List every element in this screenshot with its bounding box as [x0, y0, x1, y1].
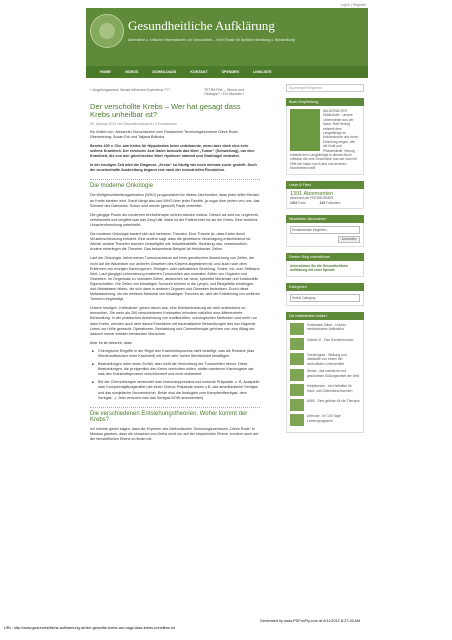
list-item[interactable]: Arthrose - Ihr 100 Tage Lebensprogramm	[290, 414, 360, 426]
email-field[interactable]: Emailadresse eingeben:	[290, 226, 360, 234]
thumbnail	[290, 353, 304, 365]
nav-spenden[interactable]: SPENDEN	[221, 70, 240, 74]
article	[90, 103, 260, 442]
followers-label[interactable]: Followers	[326, 200, 341, 205]
category-widget	[286, 291, 364, 306]
list-item: ■ Bei der Chemotherapie verwendet man Immunsuppressiva und toxische Präparate, z. B. Azaspirite oder Komplexnigiftungsmittel (die einen Chemo-Präparate waren z.B. das amerikanische Senfgas und das sowjetische Novoembichin. Beide sind die Analogien zum Kampfstoffsenfgas, dem Senfgas...). Jetzt versucht man das Senfgas BOW anzuwenden)	[90, 380, 260, 400]
donate-widget[interactable]: Unterstützen Sie die Gesundheitliche Aufklärung mit einer Spende	[286, 261, 364, 277]
book-cover[interactable]	[290, 109, 320, 151]
fans-widget	[286, 189, 364, 209]
thumbnail	[290, 414, 304, 426]
subscriber-count[interactable]: 1391 Abonnenten	[290, 190, 334, 197]
subscriber-sub: abonniert per FEEDBURNER	[290, 196, 334, 201]
list-item: ■ Chirurgische Eingriffe in der Regel den Krankheitsprozess nicht beseitigt, was die Rezidive (das Wiederaufbrechen einer Krankheit) mit einer sehr hohen Sterblichkeit bestätigen.	[90, 349, 260, 359]
book-widget	[286, 106, 364, 175]
newsletter-widget	[286, 223, 364, 247]
thumbnail	[290, 323, 304, 335]
site-subtitle: Alternative u. kritische Informationen zur Gesundheit. – Kein Ersatz für ärztliche Beratung u. Behandlung!	[128, 38, 296, 42]
widget-title: Newsletter abonnieren	[286, 215, 364, 223]
pdf-generated-note: Generated by www.PDFonFly.com at 6/11/2012 8:27:26 AM	[260, 619, 361, 623]
article-paragraph: Unsere heutigen „Krebsärzte“ gehen davon aus, eine Krebserkrankung als nicht ansteckend zu betrachten. Sie mehr als 200 verschiedenen Krebsarten erfordern natürlich eine differenzierte Behandlung. In der praktischen Anwendung von traditionellen, onkologischen Methoden wird mehr nur dann Krebs, wenden auch dem darauf Entwicklen mit traumatischen Behandlungen des nun folgende Leben zur Hölle gemacht: Operationen, Bestrahlung und Chemotherapie gehören nun zum Alltag der dadurch immer kränker werdenden Menschen.	[90, 306, 257, 336]
category-select[interactable]: Select Category	[290, 294, 360, 302]
list-item: ■ Bestrahlungen rufen einen Zerfall, aber nicht die Vernichtung der Tumorzellen hervor. Diese Bestrahlungen, die ja eigentlich den Krebs vernichten sollen, stellen wiederum Karzinogene dar, was den Krankheitsprozess verschlimmert und nicht verbessert.	[90, 362, 260, 377]
article-meta: 30. January 2012 von Gesundheitsexpert | 4 Kommentare	[90, 121, 178, 126]
article-paragraph: Die gängige Praxis der modernen Krebstherapie scheint absolut nutzlos. Dieses wa wird nur ungerecht, verstümmelt und vergiftet was das Zeug hält. Meist ist der Patient eher tot als der Krebs. Eine wirkliche Ursachenforschung unterbleibt.	[90, 212, 259, 227]
article-paragraph: Ich möchte gleich sagen, dass die Experten des Methodischen Technologiezentrums „Dieve Rode“ in Moskau glauben, dass die Ursachen von Krebs nicht nur auf der körperlichen Ebene, sondern auch auf der feinstofflichen Ebene zu finden ist.	[90, 426, 259, 441]
prev-post-link[interactable]: « Angeborgasmus: Neues Influenza Supervirus ???	[90, 88, 170, 92]
nav-videos[interactable]: VIDEOS	[124, 70, 139, 74]
article-paragraph: Die Weltgesundheitsorganisation (WHO) prognostiziert für dieses Jahrhundert, dass jeder dritte Mensch an Krebs sterben wird. Somit hängt also laut WHO über jeder Familie, ja sogar über jedem von uns, das Schwert des Damokles. Schon wird wieder (gewollt) Panik verbreitet.	[90, 193, 260, 208]
subscribe-button[interactable]: Anmelden	[338, 236, 360, 242]
followers-count: 415	[319, 200, 326, 205]
article-bold-1: Bereits 400 v. Chr. war Krebs für Hippokrates keine unbekannte, wenn aber doch eine sehr seltene Krankheit. Der römische Arzt Galen benutzte das Wort „Tumor“ (Schwellung), um eine Krankheit, die von den griechischen Wort »tymbos« stammt und Grabhügel bedeutet.	[90, 144, 255, 159]
fans-count: 1001	[290, 200, 298, 205]
site-logo-icon[interactable]	[90, 14, 124, 48]
article-title[interactable]: Der verschollte Krebs – Wer hat gesagt dass Krebs unheilbar ist?	[90, 102, 241, 120]
thumbnail	[290, 399, 304, 411]
widget-title: Diesen Blog unterstützen	[286, 253, 364, 261]
main-nav	[86, 66, 368, 78]
list-item[interactable]: Gerstengras - Wirkung und vitalstoffe von einem der wertvollsten Lebensmittel	[290, 353, 360, 366]
thumbnail	[290, 338, 304, 350]
widget-title: Kategorien	[286, 283, 364, 291]
article-paragraph: Laut der Onkologie, beherrschen Tumorwachstum auf einer genetischen Abweichung von Zellen, die nicht auf die Wachstum von anderen Geweben des Körpers abgestimmt ist, und auch nach dem Entfernen von einzigen Karzinogenen, Röntgen- oder radioaktiven Strahlung, Toxine, etc. zum Stillstand führt. Laut gängiger Lehrmeinung entstehen Tumorzellen aus normalen Zellen von Organen und Geweben. Im Gegensatz zu normalen Zellen, abweichen sie neue, spezielle Merkmale und funktionelle Eigenschaften. Die Zellen von bösartigen Tumoren können in die Lymph- und Blutgefäße eindringen, dort Metastasen bilden, die sich dann in anderen Organen und Geweben festsetzen. Durch diese Metastasierung, die ein weiteres Merkmal von bösartigen Tumoren ist, wird die Entstehung von weiteren Tumoren begünstigt.	[90, 256, 260, 302]
thumbnail	[290, 384, 304, 396]
login-links[interactable]: Log in | Register	[340, 3, 366, 7]
list-item[interactable]: Stevia - das natürliche und gesündeste Süßungsmittel der Welt	[290, 369, 360, 381]
list-item[interactable]: MMS - Eine gelöste für die Therapie	[290, 399, 360, 411]
nav-downloads[interactable]: DOWNLOADS	[152, 70, 177, 74]
book-cover-title: WILDKRÄUTER	[323, 109, 347, 113]
sidebar	[286, 84, 364, 433]
page-url[interactable]: URL: http://www.gesundheitliche-aufklaerung.de/der-gewollte-krebs-wer-sagt-dass-krebs-unheilbar-ist	[4, 626, 175, 630]
article-intro: Ein Artikel von: Alexander Dorochkevich vom Russischen Technologiezentrum Dieve Rode; Übersetzung: Susan Erk und Tatjana Bolkoka	[90, 129, 239, 139]
list-item[interactable]: Vitamin D - Das Sonnenhormon	[290, 338, 360, 350]
site-title[interactable]: Gesundheitliche Aufklärung	[128, 18, 275, 33]
nav-home[interactable]: HOME	[100, 70, 111, 74]
article-paragraph: Aber es ist bekannt, dass:	[90, 340, 133, 345]
popular-widget	[286, 320, 364, 433]
nav-linkliste[interactable]: LINKLISTE	[253, 70, 272, 74]
section-heading: Die moderne Onkologie	[90, 179, 260, 189]
article-paragraph: Die moderne Onkologie basiert sich auf mehreren Theorien. Eine Theorie ist, dass Krebs durch Viruseinschleusung entsteht. Eine andere sagt, dass die genetische Veranlagung entscheidend ist. Wieder andere Theorien machen Umweltgifte wie Industrieabfälle, Strahlung usw. verantwortlich. Andere widerlegen die Theorien. Das bekannteste Beispiel ist Heliobacter, Zellen.	[90, 232, 252, 252]
next-post-link[interactable]: TETRA PAK – Sterne und Ökologie? / Ein Skandal »	[204, 88, 245, 96]
section-heading: Die verschiedenen Entstehungstheorien. Woher kommt der Krebs?	[90, 407, 260, 423]
list-item[interactable]: Kolloidales Silber - Urzeitu medizinisches Antibiotika	[290, 323, 360, 335]
book-text: Wildkräuter - unsere Lebensretter aus der Natur. Ralf Hennig entstellt dem Langeliebige im Kräuterkunde und durch Erfahrung zeigen, wie die Kraft und Pflanzenkraft. Hennig entstellt dem Langeliebige in diesem Buch erlebbar die eine Geschichte und wie man mit Hilfe der Natur von Krebs und anderen Krankheiten heilt!	[290, 113, 359, 171]
site-header	[86, 8, 368, 66]
widget-title: Die beliebtesten Artikel	[286, 312, 364, 320]
thumbnail	[290, 369, 304, 381]
widget-title: Buch-Empfehlung	[286, 98, 364, 106]
article-bold-2: In der heutigen Zeit wird die Diagnose „Krebs“ so häufig wie noch niemals zuvor gestellt. Doch die seuchenhafte Ausbreitung begann erst nach der industriellen Revolution.	[90, 163, 257, 173]
search-input[interactable]: Suchbegriff eingeben	[286, 84, 364, 92]
widget-title: Leser & Fans	[286, 181, 364, 189]
nav-kontakt[interactable]: KONTAKT	[190, 70, 208, 74]
list-item[interactable]: Heilpflanzen - ein Heilmittel für Haut- und Gelenkbeschwerden	[290, 384, 360, 396]
fans-label[interactable]: Fans	[298, 200, 306, 205]
